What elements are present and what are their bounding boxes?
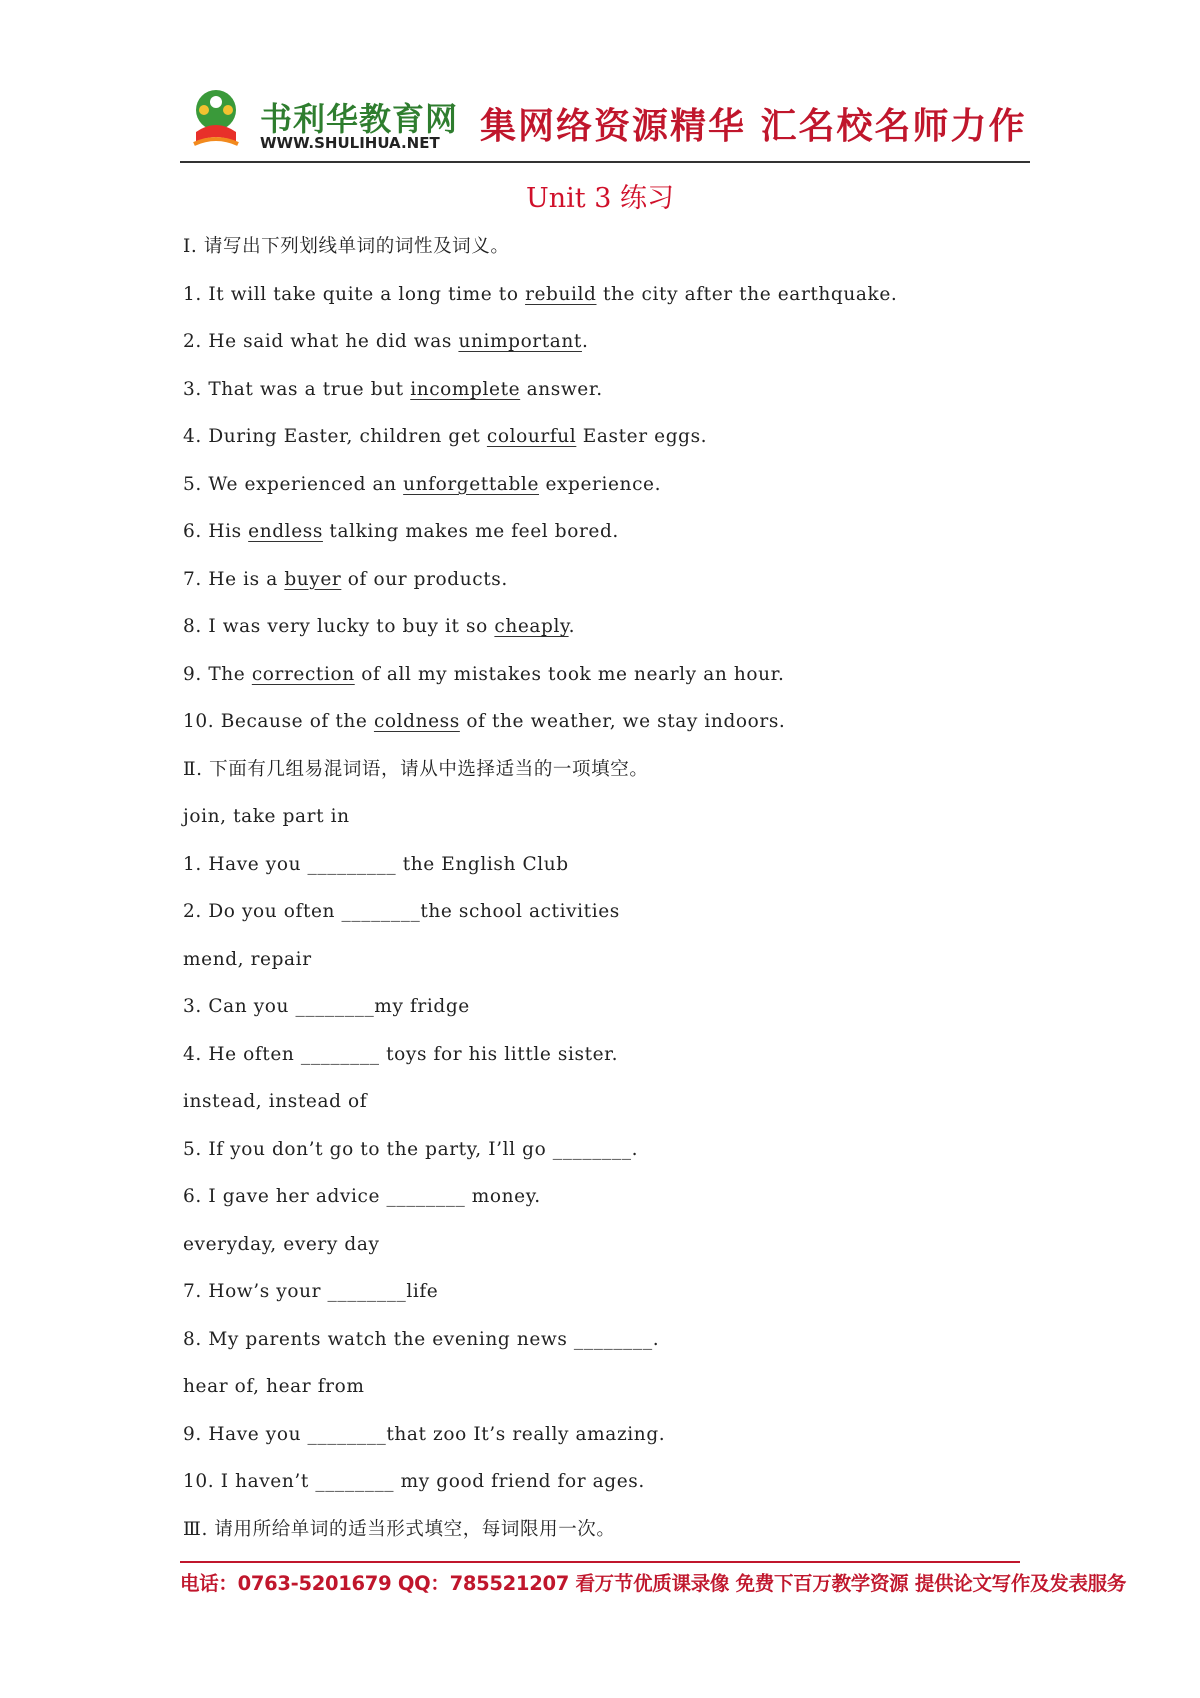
item-text-after: answer. [520, 378, 603, 400]
section-1-items [183, 280, 1023, 755]
underlined-word: buyer [284, 568, 342, 590]
item-text-after: talking makes me feel bored. [322, 521, 619, 542]
item-text-before: It will take quite a long time to [208, 283, 526, 305]
item-text-before: Because of the [220, 711, 374, 732]
vocab-item [183, 327, 1023, 375]
item-number: 3. [183, 378, 202, 400]
item-text-before: The [208, 663, 252, 685]
underlined-word: colourful [486, 426, 577, 447]
item-text-before: His [208, 521, 249, 542]
vocab-item [183, 375, 1023, 423]
item-text-before: I was very lucky to buy it so [208, 616, 495, 637]
word-group-label: instead, instead of [183, 1091, 368, 1112]
item-text-before: He is a [208, 568, 285, 590]
item-text-after: of all my mistakes took me nearly an hour. [354, 663, 785, 685]
fill-blank-item: 9. Have you ________that zoo It’s really amazing. [183, 1423, 666, 1445]
header-divider [180, 161, 1030, 163]
item-text-after: . [581, 331, 589, 352]
item-text-before: That was a true but [208, 378, 411, 400]
item-text-after: experience. [539, 473, 662, 495]
underlined-word: cheaply [494, 616, 569, 637]
fill-blank-item: 1. Have you _________ the English Club [183, 853, 569, 875]
item-text-after: of the weather, we stay indoors. [459, 711, 786, 732]
footer-divider [180, 1561, 1020, 1563]
item-number: 1. [183, 283, 202, 305]
vocab-item [183, 707, 1023, 755]
footer-contact: 电话：0763-5201679 QQ：785521207 看万节优质课录像 免费下百万教学资源 提供论文写作及发表服务 [180, 1572, 1127, 1595]
word-group-label: everyday, every day [183, 1233, 380, 1255]
section-2-items [183, 802, 1023, 1515]
word-group-label: join, take part in [183, 806, 350, 827]
underlined-word: incomplete [410, 378, 521, 400]
fill-blank-item: 6. I gave her advice ________ money. [183, 1186, 541, 1207]
item-text-before: We experienced an [208, 473, 404, 495]
fill-blank-item: 3. Can you ________my fridge [183, 996, 470, 1017]
fill-blank-item: 8. My parents watch the evening news ________. [183, 1328, 660, 1350]
item-number: 7. [183, 568, 202, 590]
underlined-word: endless [248, 521, 323, 542]
word-group-label: mend, repair [183, 948, 312, 970]
item-text-before: He said what he did was [208, 331, 459, 352]
item-text-after: Easter eggs. [576, 426, 708, 447]
site-header [180, 86, 1030, 158]
fill-blank-item: 10. I haven’t ________ my good friend for ages. [183, 1471, 645, 1492]
section-3-heading: Ⅲ. 请用所给单词的适当形式填空，每词限用一次。 [183, 1518, 616, 1540]
vocab-item [183, 470, 1023, 518]
item-number: 8. [183, 616, 202, 637]
underlined-word: rebuild [525, 283, 597, 305]
underlined-word: unforgettable [403, 473, 539, 495]
fill-blank-item: 4. He often ________ toys for his little sister. [183, 1043, 619, 1065]
word-group-label: hear of, hear from [183, 1376, 365, 1397]
fill-blank-item: 7. How’s your ________life [183, 1281, 439, 1302]
brand-url: WWW.SHULIHUA.NET [260, 134, 440, 152]
vocab-item [183, 517, 1023, 565]
item-number: 10. [183, 711, 215, 732]
vocab-item [183, 565, 1023, 613]
item-number: 9. [183, 663, 202, 685]
fill-blank-item: 5. If you don’t go to the party, I’ll go ________. [183, 1138, 639, 1160]
page-title: Unit 3 练习 [526, 183, 674, 214]
underlined-word: coldness [373, 711, 460, 732]
section-2-heading: Ⅱ. 下面有几组易混词语，请从中选择适当的一项填空。 [183, 758, 649, 780]
underlined-word: correction [251, 663, 355, 685]
vocab-item [183, 280, 1023, 328]
logo-icon [190, 88, 242, 150]
worksheet-body [183, 232, 1023, 1562]
item-text-after: . [568, 616, 576, 637]
underlined-word: unimportant [458, 331, 582, 352]
header-slogan: 集网络资源精华 汇名校名师力作 [480, 106, 1027, 147]
vocab-item [183, 422, 1023, 470]
item-number: 2. [183, 331, 202, 352]
item-text-after: the city after the earthquake. [596, 283, 898, 305]
item-number: 5. [183, 473, 202, 495]
vocab-item [183, 660, 1023, 708]
brand-name: 书利华教育网 [260, 100, 459, 138]
section-1-heading: Ⅰ. 请写出下列划线单词的词性及词义。 [183, 236, 510, 257]
item-text-after: of our products. [341, 568, 508, 590]
fill-blank-item: 2. Do you often ________the school activities [183, 901, 620, 922]
item-number: 4. [183, 426, 202, 447]
item-number: 6. [183, 521, 202, 542]
vocab-item [183, 612, 1023, 660]
item-text-before: During Easter, children get [208, 426, 487, 447]
